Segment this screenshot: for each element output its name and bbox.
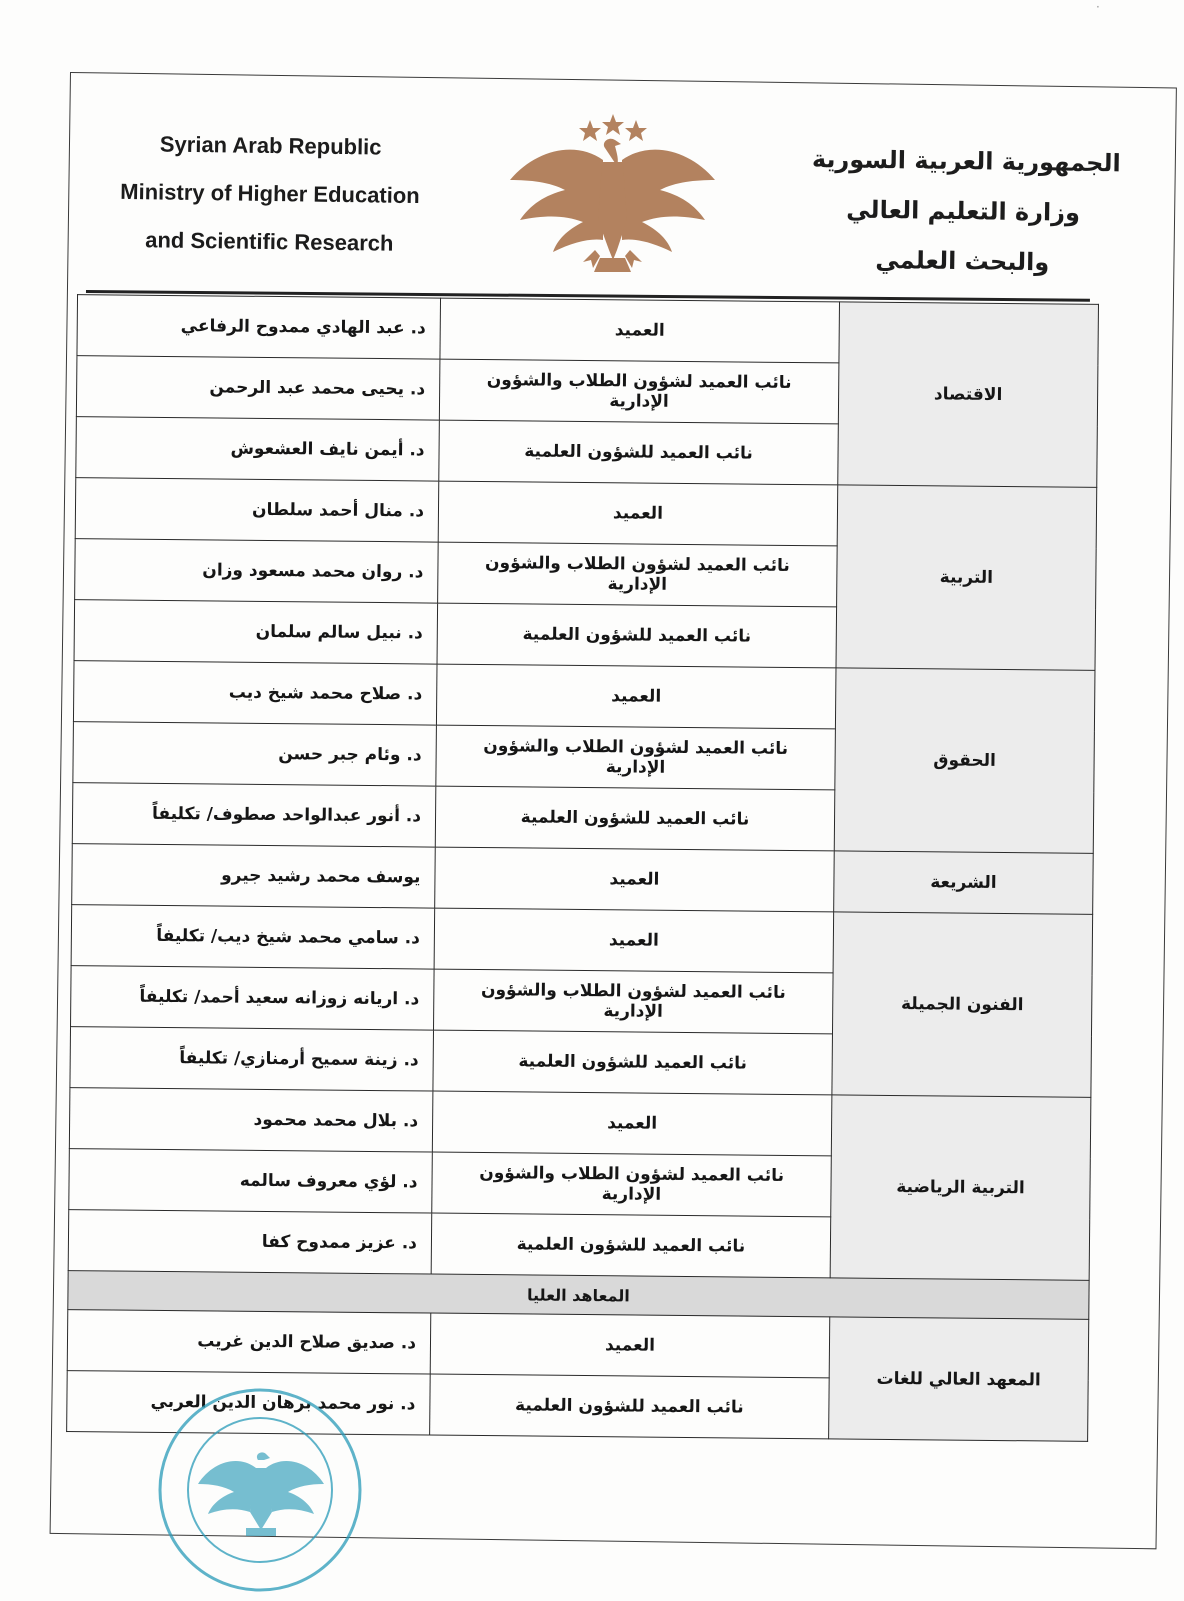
eagle-emblem-icon <box>505 110 720 275</box>
table-row <box>73 661 1095 732</box>
person-cell: يوسف محمد رشيد جيرو <box>72 844 436 908</box>
appointments-table-wrap <box>66 294 1107 1442</box>
appointments-table <box>66 294 1099 1442</box>
role-cell: نائب العميد للشؤون العلمية <box>435 786 835 851</box>
scan-mark: · <box>1096 0 1100 14</box>
table-row <box>71 905 1093 976</box>
table-row <box>67 1310 1089 1381</box>
faculty-name: الشريعة <box>834 851 1094 914</box>
person-cell: د. أيمن نايف العشعوش <box>76 417 440 481</box>
faculty-name: الفنون الجميلة <box>832 912 1093 1097</box>
faculty-name: الاقتصاد <box>838 302 1099 487</box>
faculty-name: الحقوق <box>834 668 1095 853</box>
role-cell: نائب العميد للشؤون العلمية <box>439 420 839 485</box>
faculty-name: التربية الرياضية <box>830 1095 1091 1280</box>
person-cell: د. بلال محمد محمود <box>69 1088 433 1152</box>
role-cell: نائب العميد لشؤون الطلاب والشؤون الإدارية <box>436 725 836 790</box>
role-cell: نائب العميد لشؤون الطلاب والشؤون الإدارية <box>438 542 838 607</box>
person-cell: د. اريانه زوزانه سعيد أحمد/ تكليفاً <box>71 966 435 1030</box>
arabic-letterhead <box>789 134 1121 289</box>
role-cell: العميد <box>438 481 838 546</box>
person-cell: د. وئام جبر حسن <box>73 722 437 786</box>
role-cell: نائب العميد لشؤون الطلاب والشؤون الإدارية <box>439 359 839 424</box>
english-letterhead <box>94 120 446 269</box>
ministry-name-en-cont: and Scientific Research <box>145 227 394 256</box>
person-cell: د. منال أحمد سلطان <box>75 478 439 542</box>
ministry-name-ar-cont: والبحث العلمي <box>875 245 1050 277</box>
person-cell: د. عزيز ممدوح كفا <box>68 1210 432 1274</box>
role-cell: نائب العميد للشؤون العلمية <box>433 1030 833 1095</box>
country-name-en: Syrian Arab Republic <box>159 131 382 160</box>
person-cell: د. نور محمد برهان الدين العربي <box>67 1371 431 1435</box>
ministry-name-en: Ministry of Higher Education <box>120 178 420 209</box>
role-cell: العميد <box>436 664 836 729</box>
role-cell: العميد <box>435 847 835 912</box>
person-cell: د. لؤي معروف سالمه <box>69 1149 433 1213</box>
faculty-name: التربية <box>836 485 1097 670</box>
person-cell: د. زينة سميح أرمنازي/ تكليفاً <box>70 1027 434 1091</box>
table-row <box>75 478 1097 549</box>
person-cell: د. صلاح محمد شيخ ديب <box>73 661 437 725</box>
role-cell: نائب العميد لشؤون الطلاب والشؤون الإدارية <box>433 969 833 1034</box>
role-cell: العميد <box>440 298 840 363</box>
ministry-seal-stamp-icon <box>150 1380 370 1600</box>
person-cell: د. يحيى محمد عبد الرحمن <box>76 356 440 420</box>
person-cell: د. سامي محمد شيخ ديب/ تكليفاً <box>71 905 435 969</box>
table-row <box>72 844 1094 915</box>
ministry-name-ar: وزارة التعليم العالي <box>846 195 1081 227</box>
person-cell: د. صديق صلاح الدين غريب <box>67 1310 431 1374</box>
role-cell: العميد <box>430 1313 830 1378</box>
table-row <box>69 1088 1091 1159</box>
role-cell: نائب العميد للشؤون العلمية <box>431 1213 831 1278</box>
role-cell: العميد <box>432 1091 832 1156</box>
role-cell: العميد <box>434 908 834 973</box>
section-title: المعاهد العليا <box>68 1271 1089 1320</box>
table-row <box>77 295 1099 366</box>
role-cell: نائب العميد لشؤون الطلاب والشؤون الإدارية <box>432 1152 832 1217</box>
person-cell: د. عبد الهادي ممدوح الرفاعي <box>77 295 441 359</box>
letterhead <box>0 0 1184 300</box>
role-cell: نائب العميد للشؤون العلمية <box>430 1374 830 1439</box>
person-cell: د. نبيل سالم سلمان <box>74 600 438 664</box>
role-cell: نائب العميد للشؤون العلمية <box>437 603 837 668</box>
country-name-ar: الجمهورية العربية السورية <box>811 144 1121 178</box>
institute-name: المعهد العالي للغات <box>829 1317 1089 1441</box>
person-cell: د. روان محمد مسعود وزان <box>75 539 439 603</box>
person-cell: د. أنور عبدالواحد صطوف/ تكليفاً <box>72 783 436 847</box>
